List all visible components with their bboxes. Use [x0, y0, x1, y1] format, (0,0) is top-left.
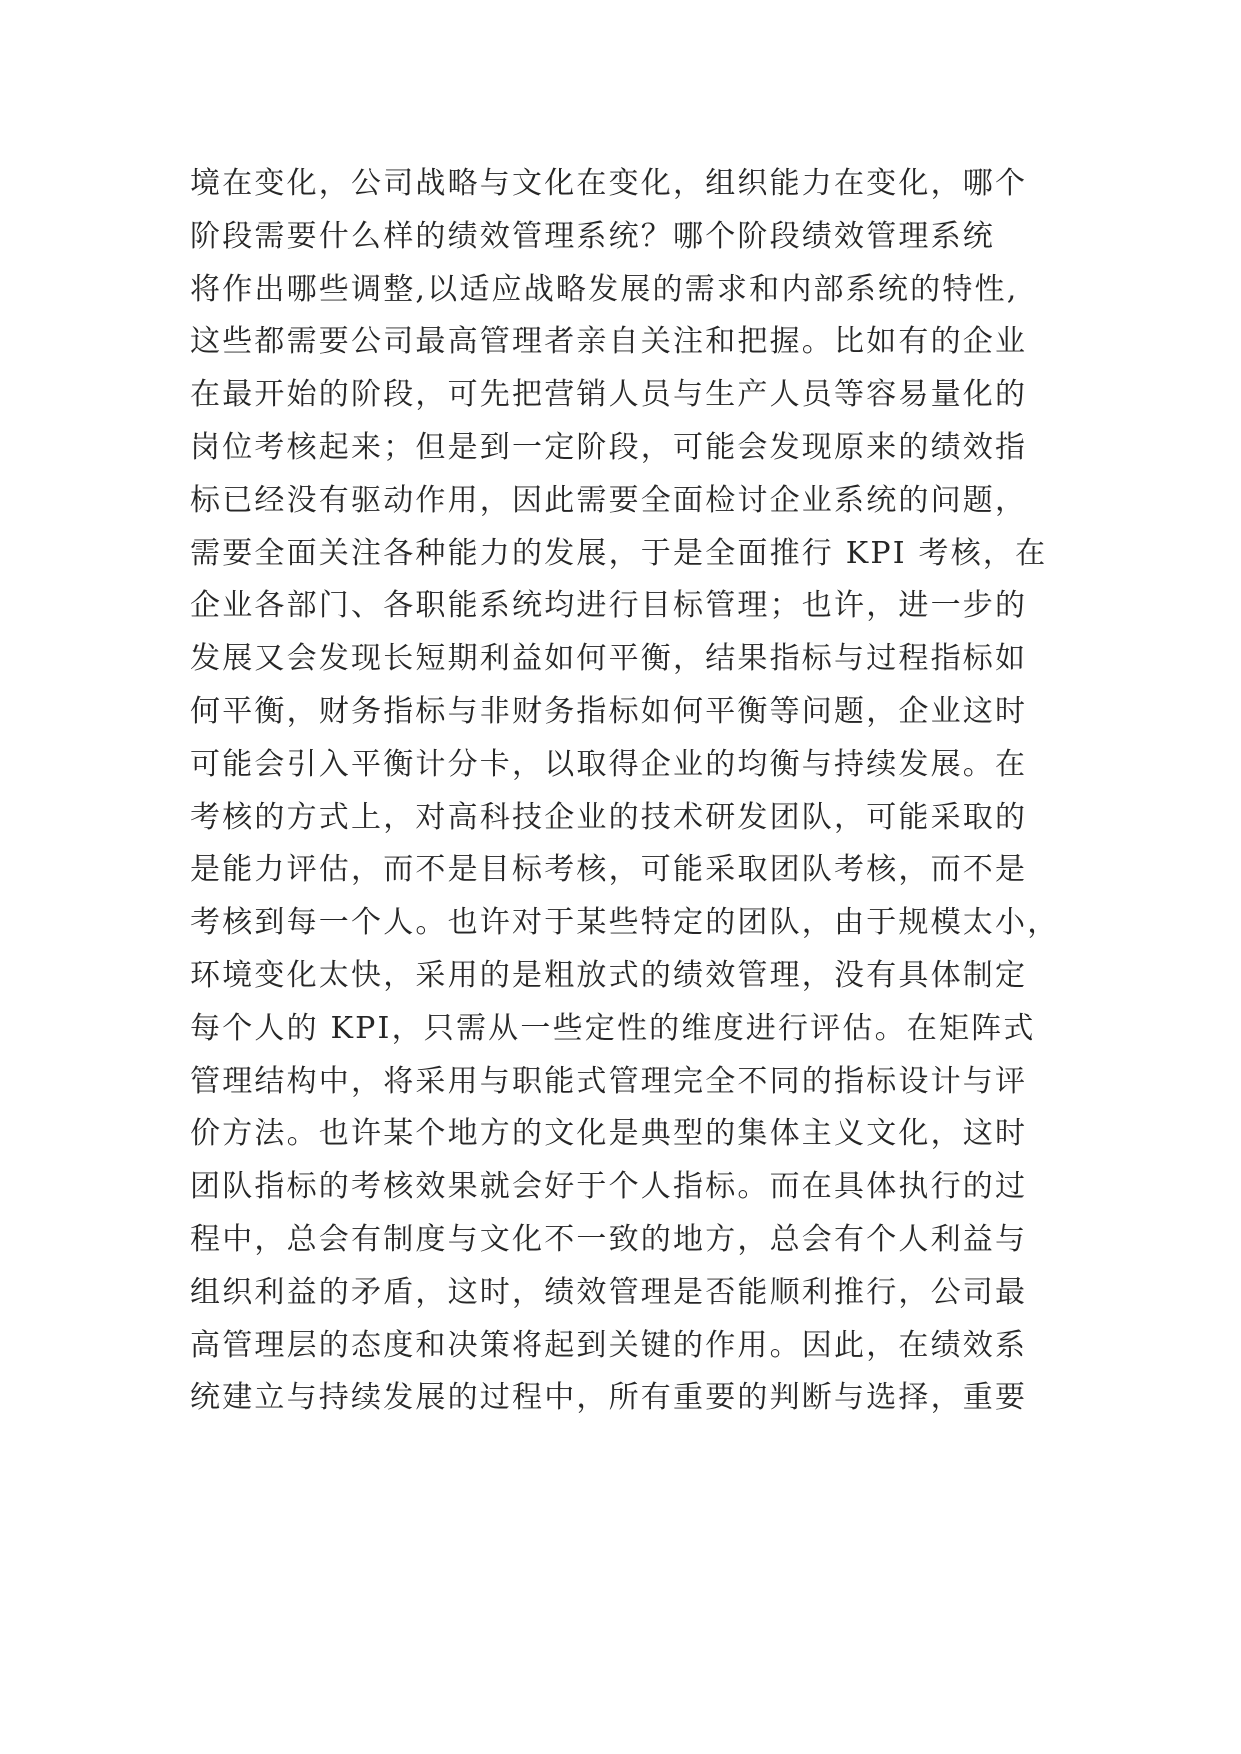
text-line: 在最开始的阶段，可先把营销人员与生产人员等容易量化的	[190, 377, 1028, 413]
text-line: 环境变化太快，采用的是粗放式的绩效管理，没有具体制定	[190, 957, 1028, 993]
text-line: 每个人的 KPI，只需从一些定性的维度进行评估。在矩阵式	[190, 1010, 1036, 1046]
text-line: 阶段需要什么样的绩效管理系统？哪个阶段绩效管理系统	[190, 218, 995, 254]
body-paragraph	[190, 158, 1070, 1425]
text-line: 团队指标的考核效果就会好于个人指标。而在具体执行的过	[190, 1169, 1028, 1205]
text-line: 将作出哪些调整,以适应战略发展的需求和内部系统的特性,	[190, 271, 1019, 307]
text-line: 岗位考核起来；但是到一定阶段，可能会发现原来的绩效指	[190, 429, 1028, 465]
text-line: 需要全面关注各种能力的发展，于是全面推行 KPI 考核，在	[190, 535, 1048, 571]
text-line: 是能力评估，而不是目标考核，可能采取团队考核，而不是	[190, 852, 1028, 888]
text-line: 高管理层的态度和决策将起到关键的作用。因此，在绩效系	[190, 1327, 1028, 1363]
text-line: 这些都需要公司最高管理者亲自关注和把握。比如有的企业	[190, 324, 1028, 360]
text-line: 组织利益的矛盾，这时，绩效管理是否能顺利推行，公司最	[190, 1274, 1028, 1310]
text-line: 企业各部门、各职能系统均进行目标管理；也许，进一步的	[190, 588, 1028, 624]
text-line: 考核的方式上，对高科技企业的技术研发团队，可能采取的	[190, 799, 1028, 835]
text-line: 价方法。也许某个地方的文化是典型的集体主义文化，这时	[190, 1116, 1028, 1152]
text-line: 考核到每一个人。也许对于某些特定的团队，由于规模太小，	[190, 905, 1060, 941]
text-line: 发展又会发现长短期利益如何平衡，结果指标与过程指标如	[190, 641, 1028, 677]
text-line: 境在变化，公司战略与文化在变化，组织能力在变化，哪个	[190, 166, 1028, 201]
text-line: 何平衡，财务指标与非财务指标如何平衡等问题，企业这时	[190, 693, 1028, 729]
text-line: 管理结构中，将采用与职能式管理完全不同的指标设计与评	[190, 1063, 1028, 1099]
text-line: 可能会引入平衡计分卡，以取得企业的均衡与持续发展。在	[190, 746, 1028, 782]
text-line: 统建立与持续发展的过程中，所有重要的判断与选择，重要	[190, 1380, 1028, 1416]
text-line: 程中，总会有制度与文化不一致的地方，总会有个人利益与	[190, 1221, 1028, 1257]
text-line: 标已经没有驱动作用，因此需要全面检讨企业系统的问题，	[190, 482, 1028, 518]
